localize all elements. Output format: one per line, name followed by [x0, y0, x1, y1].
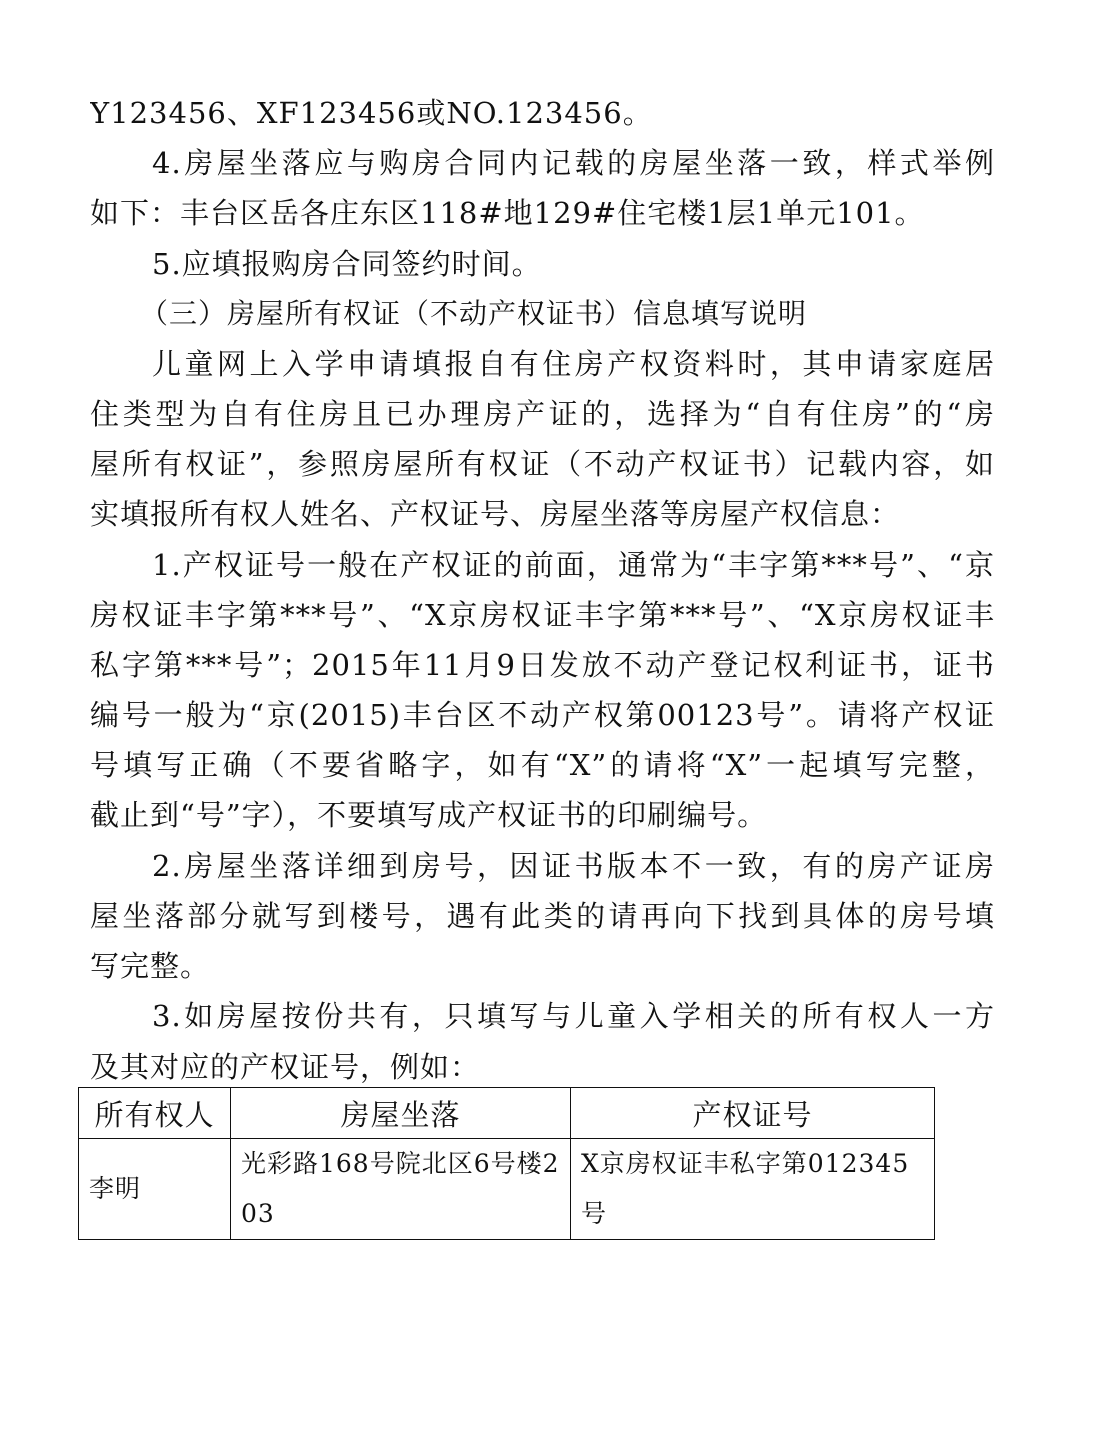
- paragraph-line: 1.产权证号一般在产权证的前面，通常为“丰字第***号”、“京: [152, 548, 995, 582]
- paragraph-line: 写完整。: [90, 949, 211, 983]
- table-cell-cert: X京房权证丰私字第012345号: [571, 1139, 935, 1240]
- table-header-row: [79, 1088, 935, 1139]
- paragraph-line: 及其对应的产权证号，例如：: [90, 1050, 481, 1084]
- table-cell-owner: 李明: [79, 1139, 231, 1240]
- paragraph-line: 房权证丰字第***号”、“X京房权证丰字第***号”、“X京房权证丰: [90, 598, 995, 632]
- paragraph-line: 编号一般为“京(2015)丰台区不动产权第00123号”。请将产权证: [90, 698, 995, 732]
- property-example-table: [78, 1087, 935, 1240]
- paragraph-line: 儿童网上入学申请填报自有住房产权资料时，其申请家庭居: [152, 347, 995, 381]
- table-header-location: 房屋坐落: [231, 1088, 571, 1139]
- paragraph-line: 号填写正确（不要省略字，如有“X”的请将“X”一起填写完整，: [90, 748, 995, 782]
- table-cell-location: 光彩路168号院北区6号楼203: [231, 1139, 571, 1240]
- paragraph-line: 2.房屋坐落详细到房号，因证书版本不一致，有的房产证房: [152, 849, 995, 883]
- paragraph-line: 实填报所有权人姓名、产权证号、房屋坐落等房屋产权信息：: [90, 497, 901, 531]
- table-row: [79, 1139, 935, 1240]
- section-heading: （三）房屋所有权证（不动产权证书）信息填写说明: [140, 297, 808, 330]
- paragraph-line: 4.房屋坐落应与购房合同内记载的房屋坐落一致，样式举例: [152, 146, 995, 180]
- paragraph-line: Y123456、XF123456或NO.123456。: [90, 96, 653, 130]
- paragraph-line: 3.如房屋按份共有，只填写与儿童入学相关的所有权人一方: [152, 999, 995, 1033]
- paragraph-line: 住类型为自有住房且已办理房产证的，选择为“自有住房”的“房: [90, 397, 995, 431]
- paragraph-line: 5.应填报购房合同签约时间。: [152, 247, 542, 281]
- paragraph-line: 屋所有权证”，参照房屋所有权证（不动产权证书）记载内容，如: [90, 447, 995, 481]
- paragraph-line: 私字第***号”；2015年11月9日发放不动产登记权利证书，证书: [90, 648, 995, 682]
- paragraph-line: 截止到“号”字），不要填写成产权证书的印刷编号。: [90, 798, 768, 832]
- table-header-cert: 产权证号: [571, 1088, 935, 1139]
- table-header-owner: 所有权人: [79, 1088, 231, 1139]
- paragraph-line: 屋坐落部分就写到楼号，遇有此类的请再向下找到具体的房号填: [90, 899, 995, 933]
- paragraph-line: 如下：丰台区岳各庄东区118#地129#住宅楼1层1单元101。: [90, 196, 925, 230]
